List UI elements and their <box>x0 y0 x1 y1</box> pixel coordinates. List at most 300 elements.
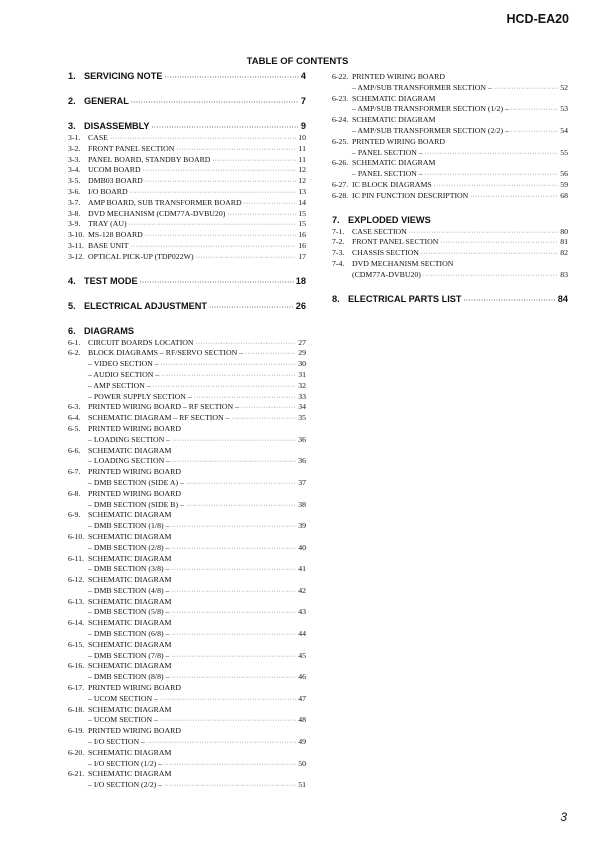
entry-title: PRINTED WIRING BOARD <box>88 423 181 433</box>
entry-title: FRONT PANEL SECTION <box>352 237 439 247</box>
entry-title: PRINTED WIRING BOARD <box>352 72 445 81</box>
entry-title: I/O BOARD <box>88 186 128 196</box>
entry-title: – AMP/SUB TRANSFORMER SECTION (2/2) – <box>352 125 509 135</box>
entry-page-number: 7 <box>300 96 306 106</box>
entry-page-number: 11 <box>298 154 306 164</box>
entry-title: – PANEL SECTION – <box>352 169 423 179</box>
entry-page-number: 54 <box>560 125 568 135</box>
toc-entry[interactable] <box>68 532 306 543</box>
toc-entry[interactable] <box>68 737 306 748</box>
toc-entry[interactable] <box>68 338 306 349</box>
entry-title: PRINTED WIRING BOARD <box>88 726 181 736</box>
dot-leader <box>494 83 558 94</box>
entry-page-number: 84 <box>557 293 568 304</box>
entry-title: – AUDIO SECTION – <box>88 369 160 379</box>
entry-title: CHASSIS SECTION <box>352 248 419 258</box>
toc-entry[interactable] <box>68 780 306 791</box>
entry-title: DVD MECHANISM (CDM77A-DVBU20) <box>88 208 226 218</box>
dot-leader <box>463 293 555 306</box>
toc-entry[interactable] <box>68 144 306 155</box>
entry-title: SCHEMATIC DIAGRAM <box>88 445 172 455</box>
section-gap <box>68 313 306 325</box>
toc-entry[interactable] <box>68 209 306 220</box>
toc-entry[interactable] <box>332 115 568 126</box>
entry-number: 6-23. <box>332 93 349 103</box>
dot-leader <box>130 187 297 198</box>
entry-title: OPTICAL PICK-UP (TDP022W) <box>88 251 194 261</box>
toc-entry[interactable] <box>332 259 568 270</box>
toc-section-entry[interactable] <box>68 275 306 288</box>
dot-leader <box>186 478 296 489</box>
toc-entry[interactable] <box>68 241 306 252</box>
toc-section-entry[interactable] <box>68 325 306 338</box>
toc-entry[interactable] <box>68 230 306 241</box>
dot-leader <box>160 715 296 726</box>
toc-entry[interactable] <box>68 489 306 500</box>
dot-leader <box>176 144 296 155</box>
dot-leader <box>196 252 297 263</box>
toc-entry[interactable] <box>68 564 306 575</box>
entry-page-number: 17 <box>298 251 306 261</box>
toc-section-entry[interactable] <box>332 293 568 306</box>
entry-number: 6-19. <box>68 726 85 736</box>
dot-leader <box>171 521 296 532</box>
toc-entry[interactable] <box>68 586 306 597</box>
toc-column-left <box>68 70 306 791</box>
toc-section-entry[interactable] <box>68 70 306 83</box>
entry-title: SERVICING NOTE <box>84 71 163 81</box>
entry-number: 3-12. <box>68 251 85 261</box>
toc-entry[interactable] <box>68 554 306 565</box>
entry-title: SCHEMATIC DIAGRAM <box>88 639 172 649</box>
entry-page-number: 46 <box>298 672 306 682</box>
toc-entry[interactable] <box>68 133 306 144</box>
entry-page-number: 55 <box>560 147 568 157</box>
entry-number: 4. <box>68 275 76 286</box>
toc-entry[interactable] <box>332 94 568 105</box>
toc-entry[interactable] <box>68 521 306 532</box>
entry-title: AMP BOARD, SUB TRANSFORMER BOARD <box>88 197 242 207</box>
toc-title: TABLE OF CONTENTS <box>246 56 349 67</box>
dot-leader <box>160 694 296 705</box>
toc-entry[interactable] <box>68 467 306 478</box>
dot-leader <box>140 275 294 288</box>
entry-number: 7-4. <box>332 258 345 268</box>
dot-leader <box>143 165 297 176</box>
toc-entry[interactable] <box>68 252 306 263</box>
toc-entry[interactable] <box>68 219 306 230</box>
toc-column-right <box>332 72 568 306</box>
dot-leader <box>161 359 297 370</box>
entry-number: 3-6. <box>68 186 81 196</box>
dot-leader <box>171 586 296 597</box>
entry-title: SCHEMATIC DIAGRAM <box>88 553 172 563</box>
entry-number: 6-21. <box>68 769 85 779</box>
entry-number: 3-1. <box>68 133 81 142</box>
toc-entry[interactable] <box>332 180 568 191</box>
dot-leader <box>145 176 296 187</box>
entry-page-number: 32 <box>298 380 306 390</box>
dot-leader <box>440 237 558 248</box>
toc-entry[interactable] <box>68 629 306 640</box>
toc-entry[interactable] <box>68 694 306 705</box>
entry-page-number: 45 <box>298 650 306 660</box>
toc-entry[interactable] <box>68 575 306 586</box>
dot-leader <box>171 564 296 575</box>
entry-number: 6-11. <box>68 553 84 563</box>
entry-page-number: 39 <box>298 521 306 531</box>
entry-number: 6. <box>68 325 76 336</box>
entry-title: – DMB SECTION (4/8) – <box>88 585 170 595</box>
dot-leader <box>153 381 296 392</box>
entry-page-number: 36 <box>298 456 306 466</box>
entry-number: 6-26. <box>332 158 349 168</box>
entry-page-number: 44 <box>298 629 306 639</box>
dot-leader <box>164 759 296 770</box>
entry-number: 3-3. <box>68 154 81 164</box>
entry-number: 6-16. <box>68 661 85 671</box>
toc-entry[interactable] <box>68 381 306 392</box>
entry-title: – DMB SECTION (SIDE B) – <box>88 499 184 509</box>
toc-entry[interactable] <box>68 424 306 435</box>
toc-entry[interactable] <box>68 392 306 403</box>
toc-entry[interactable] <box>332 83 568 94</box>
toc-entry[interactable] <box>68 187 306 198</box>
dot-leader <box>212 155 296 166</box>
toc-entry[interactable] <box>68 176 306 187</box>
toc-entry[interactable] <box>68 446 306 457</box>
dot-leader <box>423 270 558 281</box>
entry-page-number: 80 <box>560 226 568 236</box>
entry-number: 6-17. <box>68 683 85 693</box>
entry-page-number: 16 <box>298 240 306 250</box>
toc-entry[interactable] <box>68 640 306 651</box>
toc-entry[interactable] <box>68 165 306 176</box>
entry-page-number: 35 <box>298 413 306 423</box>
entry-page-number: 26 <box>295 300 306 311</box>
entry-page-number: 51 <box>298 780 306 790</box>
dot-leader <box>511 104 558 115</box>
entry-page-number: 15 <box>298 208 306 218</box>
entry-page-number: 14 <box>298 197 306 207</box>
section-gap <box>332 281 568 293</box>
entry-number: 6-28. <box>332 190 349 200</box>
dot-leader <box>164 70 298 83</box>
toc-entry[interactable] <box>68 618 306 629</box>
toc-entry[interactable] <box>332 169 568 180</box>
dot-leader <box>110 133 296 144</box>
entry-page-number: 33 <box>298 391 306 401</box>
toc-entry[interactable] <box>68 370 306 381</box>
entry-number: 7-3. <box>332 248 345 258</box>
entry-title: MS-128 BOARD <box>88 230 143 240</box>
entry-title: – DMB SECTION (6/8) – <box>88 629 170 639</box>
entry-title: – DMB SECTION (2/8) – <box>88 542 170 552</box>
toc-section-entry[interactable] <box>68 300 306 313</box>
entry-page-number: 68 <box>560 190 568 200</box>
dot-leader <box>161 370 296 381</box>
entry-title: – UCOM SECTION – <box>88 715 158 725</box>
entry-title: PRINTED WIRING BOARD <box>88 488 181 498</box>
entry-number: 1. <box>68 71 76 81</box>
dot-leader <box>145 230 296 241</box>
toc-entry[interactable] <box>68 402 306 413</box>
entry-number: 6-6. <box>68 445 81 455</box>
entry-title: ELECTRICAL PARTS LIST <box>348 293 462 304</box>
entry-number: 5. <box>68 300 76 311</box>
entry-page-number: 29 <box>298 348 306 358</box>
entry-title: SCHEMATIC DIAGRAM <box>88 575 172 585</box>
dot-leader <box>241 402 296 413</box>
toc-entry[interactable] <box>68 661 306 672</box>
entry-title: BLOCK DIAGRAMS – RF/SERVO SECTION – <box>88 348 244 358</box>
toc-entry[interactable] <box>68 500 306 511</box>
entry-page-number: 43 <box>298 607 306 617</box>
model-number: HCD-EA20 <box>506 12 569 26</box>
entry-title: – PANEL SECTION – <box>352 147 423 157</box>
entry-number: 6-10. <box>68 531 85 541</box>
entry-title: UCOM BOARD <box>88 165 141 175</box>
toc-entry[interactable] <box>68 543 306 554</box>
toc-entry[interactable] <box>332 248 568 259</box>
entry-page-number: 13 <box>298 186 306 196</box>
entry-number: 6-15. <box>68 639 85 649</box>
toc-entry[interactable] <box>68 705 306 716</box>
entry-title: – DMB SECTION (5/8) – <box>88 607 170 617</box>
entry-title: CIRCUIT BOARDS LOCATION <box>88 337 194 347</box>
toc-section-entry[interactable] <box>68 120 306 133</box>
entry-title: PRINTED WIRING BOARD <box>88 683 181 693</box>
entry-title: – DMB SECTION (8/8) – <box>88 672 170 682</box>
dot-leader <box>244 198 297 209</box>
entry-title: PRINTED WIRING BOARD <box>88 467 181 477</box>
dot-leader <box>434 180 558 191</box>
toc-entry[interactable] <box>68 607 306 618</box>
entry-number: 2. <box>68 96 76 106</box>
entry-title: – I/O SECTION – <box>88 737 145 747</box>
entry-title: – DMB SECTION (7/8) – <box>88 650 170 660</box>
dot-leader <box>171 672 296 683</box>
entry-number: 3-9. <box>68 219 81 229</box>
entry-page-number: 30 <box>298 359 306 369</box>
entry-title: SCHEMATIC DIAGRAM <box>88 510 172 520</box>
toc-entry[interactable] <box>68 726 306 737</box>
entry-page-number: 48 <box>298 715 306 725</box>
dot-leader <box>171 543 296 554</box>
toc-entry[interactable] <box>68 456 306 467</box>
toc-entry[interactable] <box>68 413 306 424</box>
entry-number: 6-13. <box>68 596 85 606</box>
entry-number: 3-10. <box>68 230 85 240</box>
entry-number: 6-27. <box>332 179 349 189</box>
entry-title: SCHEMATIC DIAGRAM <box>352 93 436 103</box>
entry-title: GENERAL <box>84 96 129 106</box>
entry-number: 6-1. <box>68 337 81 347</box>
entry-page-number: 81 <box>560 237 568 247</box>
entry-number: 6-18. <box>68 704 85 714</box>
entry-title: – DMB SECTION (1/8) – <box>88 521 170 531</box>
toc-entry[interactable] <box>68 672 306 683</box>
toc-entry[interactable] <box>68 359 306 370</box>
entry-page-number: 37 <box>298 477 306 487</box>
entry-number: 6-24. <box>332 115 349 125</box>
entry-number: 6-5. <box>68 423 81 433</box>
entry-page-number: 36 <box>298 434 306 444</box>
dot-leader <box>227 209 296 220</box>
entry-title: SCHEMATIC DIAGRAM – RF SECTION – <box>88 413 230 423</box>
entry-number: 6-3. <box>68 402 81 412</box>
dot-leader <box>171 651 296 662</box>
toc-entry[interactable] <box>68 597 306 608</box>
entry-title: – POWER SUPPLY SECTION – <box>88 391 192 401</box>
toc-entry[interactable] <box>332 72 568 83</box>
dot-leader <box>152 120 299 133</box>
entry-title: – AMP SECTION – <box>88 380 151 390</box>
toc-entry[interactable] <box>68 435 306 446</box>
entry-number: 3. <box>68 121 76 131</box>
entry-title: – LOADING SECTION – <box>88 434 171 444</box>
entry-title: – I/O SECTION (1/2) – <box>88 758 163 768</box>
toc-section-entry[interactable] <box>68 95 306 108</box>
entry-number: 7-1. <box>332 226 345 236</box>
entry-title: EXPLODED VIEWS <box>348 214 431 225</box>
toc-entry[interactable] <box>332 237 568 248</box>
entry-page-number: 27 <box>298 337 306 347</box>
toc-entry[interactable] <box>332 137 568 148</box>
entry-number: 3-2. <box>68 143 81 153</box>
entry-number: 6-9. <box>68 510 81 520</box>
dot-leader <box>231 413 296 424</box>
dot-leader <box>147 737 296 748</box>
dot-leader <box>196 338 297 349</box>
entry-number: 6-8. <box>68 488 81 498</box>
toc-entry[interactable] <box>332 191 568 202</box>
entry-page-number: 83 <box>560 269 568 279</box>
section-gap <box>68 83 306 95</box>
entry-page-number: 10 <box>298 133 306 142</box>
entry-number: 3-5. <box>68 176 81 186</box>
toc-entry[interactable] <box>68 651 306 662</box>
entry-title: – I/O SECTION (2/2) – <box>88 780 163 790</box>
entry-number: 6-22. <box>332 72 349 81</box>
entry-number: 6-12. <box>68 575 85 585</box>
toc-section-entry[interactable] <box>332 214 568 227</box>
entry-page-number: 47 <box>298 693 306 703</box>
entry-title: SCHEMATIC DIAGRAM <box>88 531 172 541</box>
toc-entry[interactable] <box>68 510 306 521</box>
dot-leader <box>470 191 558 202</box>
entry-number: 3-11. <box>68 240 84 250</box>
dot-leader <box>209 300 294 313</box>
toc-entry[interactable] <box>332 148 568 159</box>
entry-number: 3-4. <box>68 165 81 175</box>
entry-number: 6-25. <box>332 136 349 146</box>
page-number: 3 <box>560 810 567 824</box>
entry-title: SCHEMATIC DIAGRAM <box>352 158 436 168</box>
dot-leader <box>131 241 297 252</box>
entry-title: BASE UNIT <box>88 240 129 250</box>
dot-leader <box>186 500 296 511</box>
entry-title: DVD MECHANISM SECTION <box>352 258 454 268</box>
toc-entry[interactable] <box>332 158 568 169</box>
entry-number: 7-2. <box>332 237 345 247</box>
entry-page-number: 31 <box>298 369 306 379</box>
entry-title: IC PIN FUNCTION DESCRIPTION <box>352 190 469 200</box>
entry-title: SCHEMATIC DIAGRAM <box>352 115 436 125</box>
entry-title: IC BLOCK DIAGRAMS <box>352 179 432 189</box>
entry-page-number: 59 <box>560 179 568 189</box>
entry-title: PRINTED WIRING BOARD <box>352 136 445 146</box>
toc-entry[interactable] <box>68 348 306 359</box>
section-gap <box>68 263 306 275</box>
entry-page-number: 52 <box>560 82 568 92</box>
entry-title: – VIDEO SECTION – <box>88 359 159 369</box>
entry-title: – AMP/SUB TRANSFORMER SECTION – <box>352 82 492 92</box>
entry-page-number: 49 <box>298 737 306 747</box>
dot-leader <box>194 392 296 403</box>
entry-title: DIAGRAMS <box>84 325 135 336</box>
entry-title: SCHEMATIC DIAGRAM <box>88 747 172 757</box>
entry-page-number: 15 <box>298 219 306 229</box>
section-gap <box>68 108 306 120</box>
entry-page-number: 56 <box>560 169 568 179</box>
entry-page-number: 9 <box>300 121 306 131</box>
dot-leader <box>425 169 559 180</box>
entry-title: SCHEMATIC DIAGRAM <box>88 661 172 671</box>
toc-entry[interactable] <box>68 478 306 489</box>
section-gap <box>68 288 306 300</box>
toc-entry[interactable] <box>68 715 306 726</box>
toc-entry[interactable] <box>68 683 306 694</box>
toc-entry[interactable] <box>68 155 306 166</box>
toc-entry[interactable] <box>68 748 306 759</box>
entry-page-number: 11 <box>298 143 306 153</box>
entry-number: 6-20. <box>68 747 85 757</box>
entry-title: PANEL BOARD, STANDBY BOARD <box>88 154 211 164</box>
toc-entry[interactable] <box>68 759 306 770</box>
entry-title: TRAY (AU) <box>88 219 127 229</box>
toc-entry[interactable] <box>332 227 568 238</box>
entry-title: (CDM77A-DVBU20) <box>352 269 421 279</box>
dot-leader <box>172 456 296 467</box>
toc-entry[interactable] <box>68 769 306 780</box>
entry-number: 3-8. <box>68 208 81 218</box>
dot-leader <box>245 348 296 359</box>
entry-page-number: 18 <box>295 275 306 286</box>
dot-leader <box>409 227 558 238</box>
toc-entry[interactable] <box>332 126 568 137</box>
entry-title: CASE <box>88 133 108 142</box>
entry-number: 3-7. <box>68 197 81 207</box>
toc-entry[interactable] <box>332 270 568 281</box>
dot-leader <box>171 607 296 618</box>
entry-title: – DMB SECTION (3/8) – <box>88 564 170 574</box>
entry-number: 6-2. <box>68 348 81 358</box>
dot-leader <box>131 95 299 108</box>
dot-leader <box>164 780 296 791</box>
entry-title: ELECTRICAL ADJUSTMENT <box>84 300 208 311</box>
toc-entry[interactable] <box>68 198 306 209</box>
entry-page-number: 41 <box>298 564 306 574</box>
entry-title: PRINTED WIRING BOARD – RF SECTION – <box>88 402 240 412</box>
entry-page-number: 4 <box>300 71 306 81</box>
entry-title: CASE SECTION <box>352 226 407 236</box>
entry-title: – UCOM SECTION – <box>88 693 158 703</box>
entry-page-number: 42 <box>298 585 306 595</box>
section-gap <box>332 202 568 214</box>
toc-entry[interactable] <box>332 104 568 115</box>
dot-leader <box>172 435 296 446</box>
